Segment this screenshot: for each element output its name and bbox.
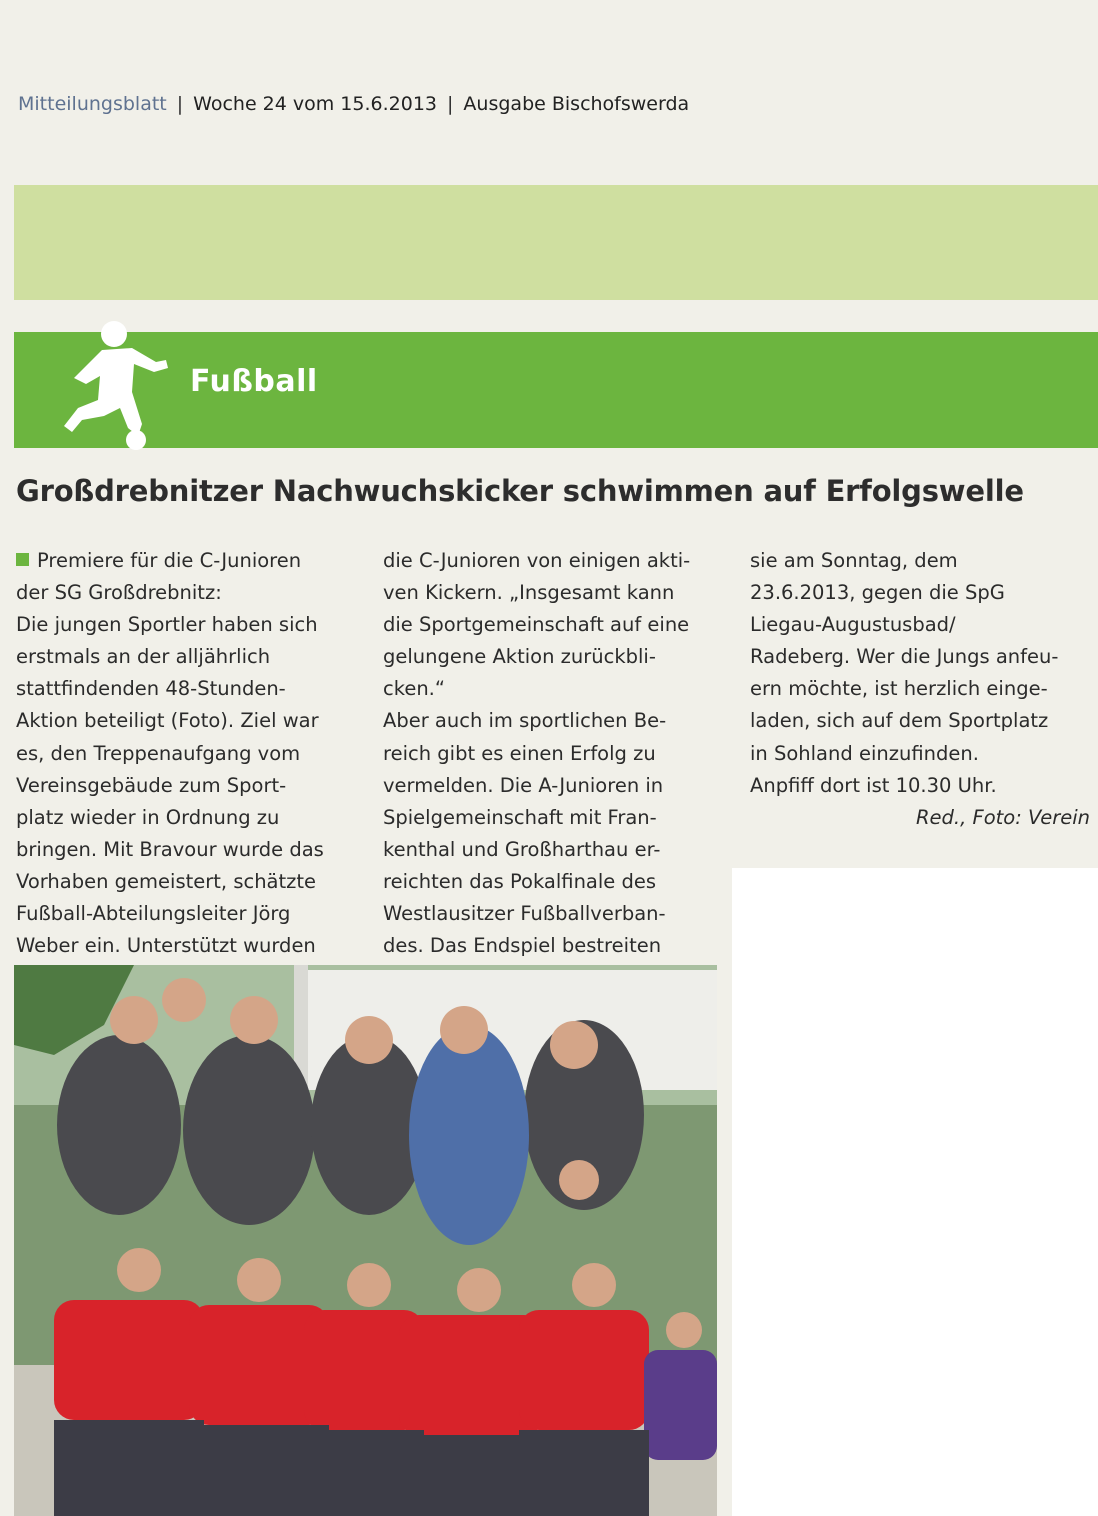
- article-line: 23.6.2013, gegen die SpG: [750, 581, 1005, 605]
- article-column-1: [16, 545, 366, 962]
- masthead: Mitteilungsblatt | Woche 24 vom 15.6.2013 | Ausgabe Bischofswerda: [18, 93, 690, 115]
- article-line: in Sohland einzufinden.: [750, 741, 979, 765]
- article-line: Spielgemeinschaft mit Fran-: [383, 805, 657, 829]
- issue-info: Woche 24 vom 15.6.2013: [193, 93, 438, 115]
- article-line: cken.“: [383, 677, 445, 701]
- article-line: platz wieder in Ordnung zu: [16, 805, 280, 829]
- article-line: Weber ein. Unterstützt wurden: [16, 934, 316, 958]
- article-line: vermelden. Die A-Junioren in: [383, 773, 664, 797]
- section-title: Fußball: [190, 364, 318, 399]
- article-line: des. Das Endspiel bestreiten: [383, 934, 662, 958]
- article-line: Anpfiff dort ist 10.30 Uhr.: [750, 773, 997, 797]
- article-line: Aktion beteiligt (Foto). Ziel war: [16, 709, 319, 733]
- article-line: Fußball-Abteilungsleiter Jörg: [16, 902, 291, 926]
- article-column-2: [383, 545, 728, 962]
- article-line: ven Kickern. „Insgesamt kann: [383, 581, 675, 605]
- article-line: die Sportgemeinschaft auf eine: [383, 613, 690, 637]
- article-line: sie am Sonntag, dem: [750, 549, 958, 572]
- soccer-player-icon: [34, 312, 174, 462]
- team-photo: [14, 965, 717, 1516]
- article-column-3: [750, 545, 1095, 834]
- article-line: der SG Großdrebnitz:: [16, 581, 222, 605]
- decorative-band: [14, 185, 1098, 300]
- article-line: stattfindenden 48-Stunden-: [16, 677, 286, 701]
- article-line: bringen. Mit Bravour wurde das: [16, 837, 324, 861]
- article-line: laden, sich auf dem Sportplatz: [750, 709, 1049, 733]
- article-line: Aber auch im sportlichen Be-: [383, 709, 667, 733]
- blank-area: [732, 868, 1098, 1516]
- article-line: erstmals an der alljährlich: [16, 645, 271, 669]
- article-line: Premiere für die C-Junioren: [16, 545, 366, 577]
- article-line: Westlausitzer Fußballverban-: [383, 902, 666, 926]
- article-line: ern möchte, ist herzlich einge-: [750, 677, 1048, 701]
- photo-credit: Red., Foto: Verein: [916, 805, 1090, 829]
- article-line: Liegau-Augustusbad/: [750, 613, 956, 637]
- section-banner: [14, 332, 1098, 448]
- article-line: Die jungen Sportler haben sich: [16, 613, 318, 637]
- article-line: Vorhaben gemeistert, schätzte: [16, 869, 317, 893]
- article-line: reichten das Pokalfinale des: [383, 869, 657, 893]
- article-line: reich gibt es einen Erfolg zu: [383, 741, 656, 765]
- article-line: Vereinsgebäude zum Sport-: [16, 773, 287, 797]
- team-photo-illustration: [14, 965, 717, 1516]
- article-headline: Großdrebnitzer Nachwuchskicker schwimmen auf Erfolgswelle: [16, 474, 1024, 508]
- article-line: kenthal und Großharthau er-: [383, 837, 661, 861]
- article-line: die C-Junioren von einigen akti-: [383, 549, 691, 572]
- bullet-icon: [16, 553, 29, 566]
- article-line: es, den Treppenaufgang vom: [16, 741, 301, 765]
- publication-name: Mitteilungsblatt: [18, 93, 167, 115]
- article-line: Radeberg. Wer die Jungs anfeu-: [750, 645, 1059, 669]
- article-line: gelungene Aktion zurückbli-: [383, 645, 656, 669]
- edition-info: Ausgabe Bischofswerda: [463, 93, 690, 115]
